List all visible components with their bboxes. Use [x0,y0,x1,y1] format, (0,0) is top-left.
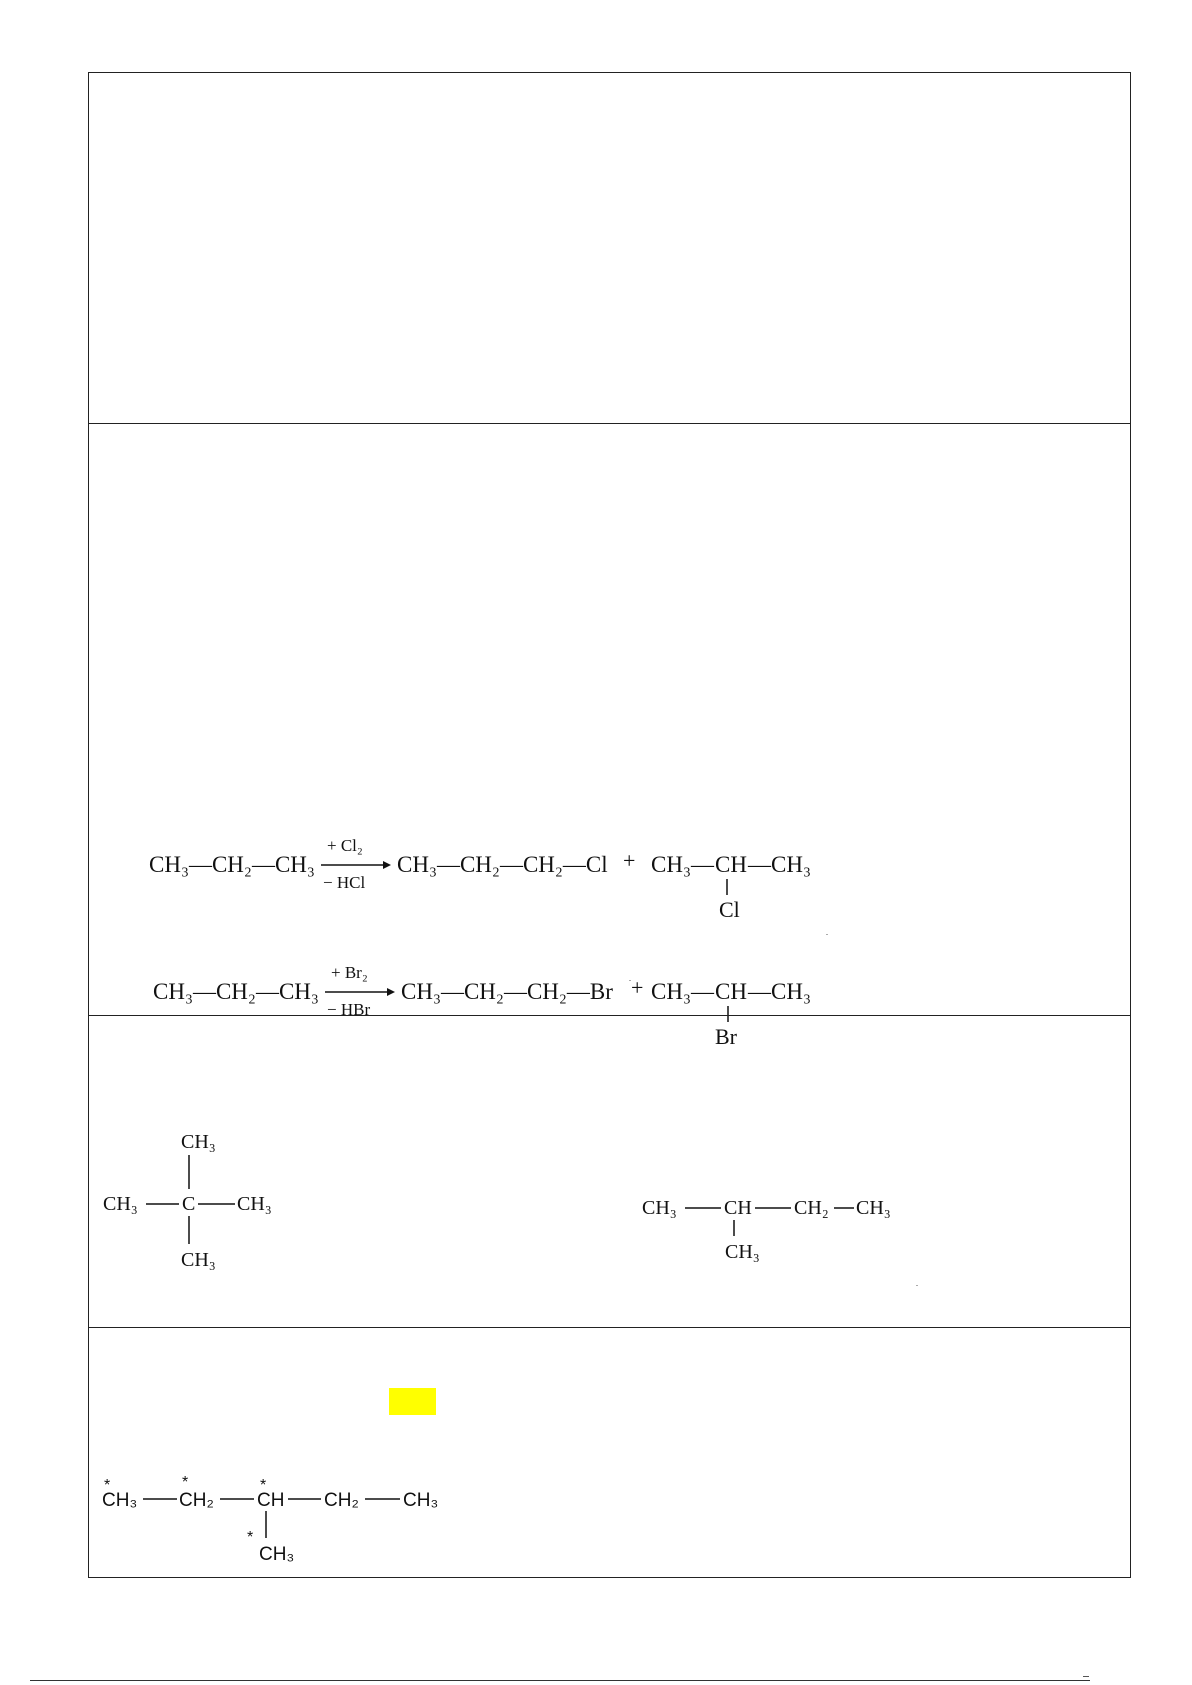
chlorination-arrowhead [383,861,391,869]
chlorination-reactant: CH₃—CH₂—CH₃ [149,852,315,877]
marked-c3: CH [257,1490,285,1511]
marked-structure [89,1474,469,1578]
bromination-arrowhead [387,988,395,996]
isopentane-c3: CH₂ [794,1197,829,1219]
scan-speck [826,934,828,935]
marked-branch: CH₃ [259,1544,295,1565]
chlorination-secondary-center: CH [715,852,747,877]
neopentane-left-methyl: CH₃ [103,1193,138,1215]
marked-c1: CH₃ [102,1490,138,1511]
marker-c2: * [182,1474,189,1491]
marked-c5: CH₃ [403,1490,439,1511]
neopentane-top-methyl: CH₃ [181,1131,216,1153]
marked-c2: CH₂ [179,1490,214,1511]
bromination-reactant: CH₃—CH₂—CH₃ [153,979,319,1004]
isopentane-c2: CH [724,1197,752,1219]
chlorination-secondary-left: CH₃— [651,852,714,877]
scan-speck [916,1285,918,1286]
bromination-plus: + [631,975,644,1000]
chlorination-secondary-right: —CH₃ [748,852,811,877]
neopentane-bottom-methyl: CH₃ [181,1249,216,1271]
bromination-reagent-above: + Br₂ [331,963,368,982]
chlorination-plus: + [623,848,636,873]
footer-mark [1083,1676,1089,1683]
isopentane-c1: CH₃ [642,1197,677,1219]
bromination-secondary-left: CH₃— [651,979,714,1004]
bromination-reagent-below: − HBr [327,1000,371,1019]
yellow-highlight [389,1388,436,1415]
chlorination-reagent-below: − HCl [323,873,366,892]
bromination-secondary-center: CH [715,979,747,1004]
table-row-3 [89,1015,1130,1327]
marker-c1: * [104,1477,111,1494]
chlorination-reagent-above: + Cl₂ [327,836,363,855]
neopentane-right-methyl: CH₃ [237,1193,272,1215]
footer-rule [30,1680,1090,1681]
neopentane-center-carbon: C [182,1193,196,1215]
chlorination-primary-product: CH₃—CH₂—CH₂—Cl [397,852,608,877]
marker-c3: * [260,1477,267,1494]
table-row-1 [89,73,1130,423]
chlorination-equation [149,824,969,924]
isopentane-branch: CH₃ [725,1241,760,1263]
table-row-4 [89,1327,1130,1577]
scan-speck [629,980,631,981]
table-row-2 [89,423,1130,1049]
bromination-primary-product: CH₃—CH₂—CH₂—Br [401,979,613,1004]
marked-c4: CH₂ [324,1490,359,1511]
isopentane-c4: CH₃ [856,1197,891,1219]
bromination-secondary-right: —CH₃ [748,979,811,1004]
answer-table [88,72,1131,1578]
bromination-substituent: Br [715,1024,737,1049]
chlorination-substituent: Cl [719,897,740,922]
isopentane-structure [642,1186,942,1286]
marker-branch: * [247,1529,254,1546]
neopentane-structure [89,1126,289,1276]
